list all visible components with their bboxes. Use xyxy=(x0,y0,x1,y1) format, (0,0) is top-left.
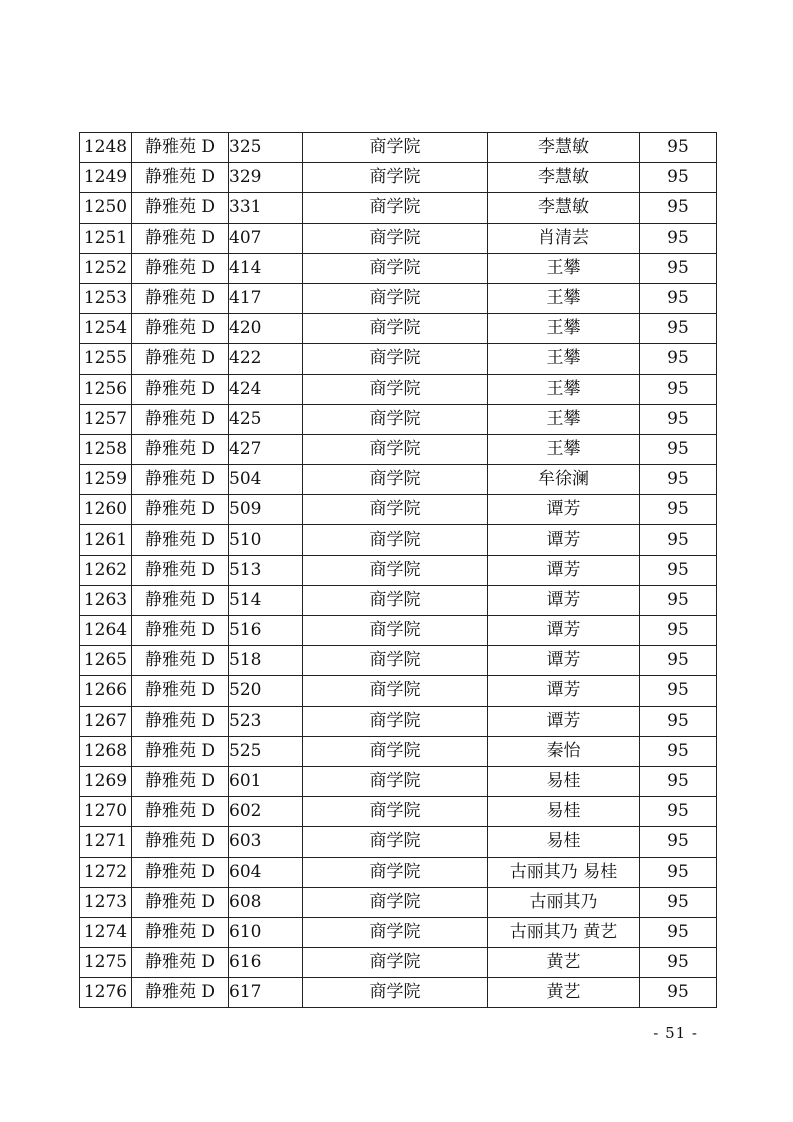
teacher-cell: 易桂 xyxy=(488,827,640,857)
room-cell: 325 xyxy=(229,133,303,163)
college-cell: 商学院 xyxy=(303,978,488,1008)
building-cell: 静雅苑 D xyxy=(132,283,229,313)
score-cell: 95 xyxy=(640,585,717,615)
building-cell: 静雅苑 D xyxy=(132,555,229,585)
room-cell: 509 xyxy=(229,495,303,525)
page-number: - 51 - xyxy=(653,1024,698,1042)
room-cell: 525 xyxy=(229,736,303,766)
college-cell: 商学院 xyxy=(303,434,488,464)
table-row xyxy=(80,193,717,223)
row-number-cell: 1262 xyxy=(80,555,132,585)
table-row xyxy=(80,857,717,887)
score-cell: 95 xyxy=(640,223,717,253)
room-cell: 617 xyxy=(229,978,303,1008)
building-cell: 静雅苑 D xyxy=(132,857,229,887)
table-row xyxy=(80,314,717,344)
teacher-cell: 王攀 xyxy=(488,344,640,374)
college-cell: 商学院 xyxy=(303,193,488,223)
teacher-cell: 古丽其乃 黄艺 xyxy=(488,917,640,947)
score-cell: 95 xyxy=(640,676,717,706)
table-row xyxy=(80,706,717,736)
score-cell: 95 xyxy=(640,797,717,827)
room-cell: 518 xyxy=(229,646,303,676)
college-cell: 商学院 xyxy=(303,646,488,676)
college-cell: 商学院 xyxy=(303,616,488,646)
row-number-cell: 1257 xyxy=(80,404,132,434)
score-cell: 95 xyxy=(640,978,717,1008)
score-cell: 95 xyxy=(640,616,717,646)
score-cell: 95 xyxy=(640,887,717,917)
row-number-cell: 1276 xyxy=(80,978,132,1008)
teacher-cell: 王攀 xyxy=(488,404,640,434)
room-cell: 610 xyxy=(229,917,303,947)
building-cell: 静雅苑 D xyxy=(132,676,229,706)
row-number-cell: 1260 xyxy=(80,495,132,525)
table-row xyxy=(80,434,717,464)
room-cell: 420 xyxy=(229,314,303,344)
college-cell: 商学院 xyxy=(303,766,488,796)
college-cell: 商学院 xyxy=(303,948,488,978)
room-cell: 331 xyxy=(229,193,303,223)
table-row xyxy=(80,465,717,495)
row-number-cell: 1270 xyxy=(80,797,132,827)
building-cell: 静雅苑 D xyxy=(132,314,229,344)
row-number-cell: 1248 xyxy=(80,133,132,163)
room-cell: 510 xyxy=(229,525,303,555)
building-cell: 静雅苑 D xyxy=(132,616,229,646)
room-cell: 407 xyxy=(229,223,303,253)
row-number-cell: 1268 xyxy=(80,736,132,766)
table-row xyxy=(80,163,717,193)
room-cell: 414 xyxy=(229,253,303,283)
table-row xyxy=(80,978,717,1008)
table-row xyxy=(80,736,717,766)
table-row xyxy=(80,404,717,434)
table-row xyxy=(80,283,717,313)
room-cell: 504 xyxy=(229,465,303,495)
teacher-cell: 黄艺 xyxy=(488,948,640,978)
teacher-cell: 王攀 xyxy=(488,253,640,283)
room-cell: 424 xyxy=(229,374,303,404)
table-body xyxy=(80,133,717,1008)
building-cell: 静雅苑 D xyxy=(132,797,229,827)
row-number-cell: 1254 xyxy=(80,314,132,344)
building-cell: 静雅苑 D xyxy=(132,706,229,736)
row-number-cell: 1275 xyxy=(80,948,132,978)
building-cell: 静雅苑 D xyxy=(132,917,229,947)
row-number-cell: 1269 xyxy=(80,766,132,796)
teacher-cell: 王攀 xyxy=(488,283,640,313)
college-cell: 商学院 xyxy=(303,555,488,585)
building-cell: 静雅苑 D xyxy=(132,133,229,163)
room-cell: 520 xyxy=(229,676,303,706)
score-cell: 95 xyxy=(640,766,717,796)
table-row xyxy=(80,917,717,947)
teacher-cell: 谭芳 xyxy=(488,585,640,615)
room-cell: 417 xyxy=(229,283,303,313)
building-cell: 静雅苑 D xyxy=(132,193,229,223)
table-row xyxy=(80,616,717,646)
building-cell: 静雅苑 D xyxy=(132,887,229,917)
score-cell: 95 xyxy=(640,948,717,978)
college-cell: 商学院 xyxy=(303,917,488,947)
college-cell: 商学院 xyxy=(303,163,488,193)
room-cell: 422 xyxy=(229,344,303,374)
table-row xyxy=(80,646,717,676)
score-cell: 95 xyxy=(640,193,717,223)
score-cell: 95 xyxy=(640,495,717,525)
room-cell: 329 xyxy=(229,163,303,193)
college-cell: 商学院 xyxy=(303,495,488,525)
college-cell: 商学院 xyxy=(303,223,488,253)
teacher-cell: 李慧敏 xyxy=(488,133,640,163)
score-cell: 95 xyxy=(640,736,717,766)
row-number-cell: 1266 xyxy=(80,676,132,706)
building-cell: 静雅苑 D xyxy=(132,646,229,676)
college-cell: 商学院 xyxy=(303,525,488,555)
college-cell: 商学院 xyxy=(303,887,488,917)
table-row xyxy=(80,676,717,706)
table-row xyxy=(80,223,717,253)
building-cell: 静雅苑 D xyxy=(132,948,229,978)
college-cell: 商学院 xyxy=(303,133,488,163)
building-cell: 静雅苑 D xyxy=(132,434,229,464)
row-number-cell: 1251 xyxy=(80,223,132,253)
room-cell: 514 xyxy=(229,585,303,615)
college-cell: 商学院 xyxy=(303,374,488,404)
table-row xyxy=(80,766,717,796)
row-number-cell: 1274 xyxy=(80,917,132,947)
table-row xyxy=(80,827,717,857)
row-number-cell: 1261 xyxy=(80,525,132,555)
room-cell: 616 xyxy=(229,948,303,978)
teacher-cell: 谭芳 xyxy=(488,616,640,646)
teacher-cell: 肖清芸 xyxy=(488,223,640,253)
row-number-cell: 1267 xyxy=(80,706,132,736)
building-cell: 静雅苑 D xyxy=(132,344,229,374)
table-row xyxy=(80,495,717,525)
room-cell: 602 xyxy=(229,797,303,827)
college-cell: 商学院 xyxy=(303,404,488,434)
row-number-cell: 1265 xyxy=(80,646,132,676)
teacher-cell: 李慧敏 xyxy=(488,193,640,223)
score-cell: 95 xyxy=(640,827,717,857)
room-cell: 513 xyxy=(229,555,303,585)
table-row xyxy=(80,797,717,827)
college-cell: 商学院 xyxy=(303,827,488,857)
score-cell: 95 xyxy=(640,465,717,495)
table-row xyxy=(80,133,717,163)
building-cell: 静雅苑 D xyxy=(132,465,229,495)
score-cell: 95 xyxy=(640,344,717,374)
table-row xyxy=(80,344,717,374)
row-number-cell: 1271 xyxy=(80,827,132,857)
room-cell: 516 xyxy=(229,616,303,646)
room-cell: 604 xyxy=(229,857,303,887)
room-cell: 608 xyxy=(229,887,303,917)
teacher-cell: 秦怡 xyxy=(488,736,640,766)
teacher-cell: 王攀 xyxy=(488,314,640,344)
table-row xyxy=(80,887,717,917)
building-cell: 静雅苑 D xyxy=(132,495,229,525)
college-cell: 商学院 xyxy=(303,857,488,887)
teacher-cell: 谭芳 xyxy=(488,646,640,676)
score-cell: 95 xyxy=(640,163,717,193)
row-number-cell: 1255 xyxy=(80,344,132,374)
score-cell: 95 xyxy=(640,706,717,736)
room-cell: 425 xyxy=(229,404,303,434)
row-number-cell: 1253 xyxy=(80,283,132,313)
table-row xyxy=(80,525,717,555)
score-cell: 95 xyxy=(640,434,717,464)
college-cell: 商学院 xyxy=(303,465,488,495)
teacher-cell: 王攀 xyxy=(488,434,640,464)
teacher-cell: 牟徐澜 xyxy=(488,465,640,495)
teacher-cell: 谭芳 xyxy=(488,525,640,555)
teacher-cell: 黄艺 xyxy=(488,978,640,1008)
table-row xyxy=(80,585,717,615)
table-row xyxy=(80,253,717,283)
building-cell: 静雅苑 D xyxy=(132,223,229,253)
college-cell: 商学院 xyxy=(303,585,488,615)
college-cell: 商学院 xyxy=(303,797,488,827)
building-cell: 静雅苑 D xyxy=(132,253,229,283)
row-number-cell: 1256 xyxy=(80,374,132,404)
score-cell: 95 xyxy=(640,314,717,344)
row-number-cell: 1258 xyxy=(80,434,132,464)
college-cell: 商学院 xyxy=(303,253,488,283)
college-cell: 商学院 xyxy=(303,736,488,766)
room-cell: 523 xyxy=(229,706,303,736)
teacher-cell: 谭芳 xyxy=(488,555,640,585)
teacher-cell: 古丽其乃 xyxy=(488,887,640,917)
teacher-cell: 易桂 xyxy=(488,797,640,827)
college-cell: 商学院 xyxy=(303,706,488,736)
row-number-cell: 1272 xyxy=(80,857,132,887)
score-cell: 95 xyxy=(640,374,717,404)
score-cell: 95 xyxy=(640,283,717,313)
teacher-cell: 古丽其乃 易桂 xyxy=(488,857,640,887)
college-cell: 商学院 xyxy=(303,283,488,313)
score-cell: 95 xyxy=(640,404,717,434)
row-number-cell: 1273 xyxy=(80,887,132,917)
building-cell: 静雅苑 D xyxy=(132,163,229,193)
room-cell: 603 xyxy=(229,827,303,857)
table-row xyxy=(80,948,717,978)
room-cell: 427 xyxy=(229,434,303,464)
score-cell: 95 xyxy=(640,133,717,163)
dormitory-table xyxy=(79,132,717,1008)
college-cell: 商学院 xyxy=(303,314,488,344)
building-cell: 静雅苑 D xyxy=(132,525,229,555)
building-cell: 静雅苑 D xyxy=(132,374,229,404)
building-cell: 静雅苑 D xyxy=(132,766,229,796)
table-row xyxy=(80,555,717,585)
teacher-cell: 谭芳 xyxy=(488,495,640,525)
row-number-cell: 1263 xyxy=(80,585,132,615)
table-row xyxy=(80,374,717,404)
row-number-cell: 1259 xyxy=(80,465,132,495)
room-cell: 601 xyxy=(229,766,303,796)
score-cell: 95 xyxy=(640,917,717,947)
score-cell: 95 xyxy=(640,555,717,585)
building-cell: 静雅苑 D xyxy=(132,585,229,615)
row-number-cell: 1264 xyxy=(80,616,132,646)
college-cell: 商学院 xyxy=(303,344,488,374)
score-cell: 95 xyxy=(640,253,717,283)
teacher-cell: 王攀 xyxy=(488,374,640,404)
teacher-cell: 易桂 xyxy=(488,766,640,796)
building-cell: 静雅苑 D xyxy=(132,404,229,434)
row-number-cell: 1249 xyxy=(80,163,132,193)
building-cell: 静雅苑 D xyxy=(132,827,229,857)
building-cell: 静雅苑 D xyxy=(132,978,229,1008)
row-number-cell: 1250 xyxy=(80,193,132,223)
building-cell: 静雅苑 D xyxy=(132,736,229,766)
score-cell: 95 xyxy=(640,857,717,887)
row-number-cell: 1252 xyxy=(80,253,132,283)
score-cell: 95 xyxy=(640,646,717,676)
college-cell: 商学院 xyxy=(303,676,488,706)
teacher-cell: 谭芳 xyxy=(488,706,640,736)
teacher-cell: 谭芳 xyxy=(488,676,640,706)
teacher-cell: 李慧敏 xyxy=(488,163,640,193)
score-cell: 95 xyxy=(640,525,717,555)
